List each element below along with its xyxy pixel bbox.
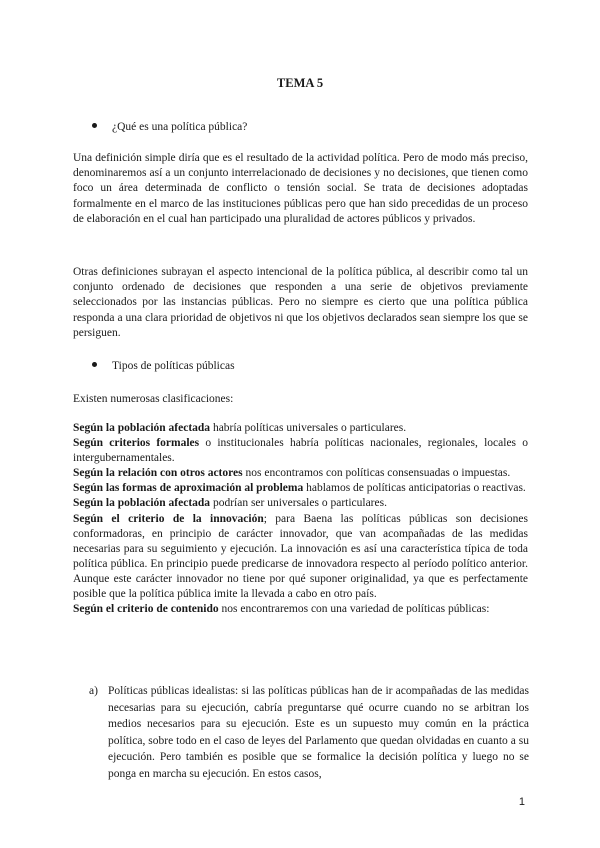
classification-text: habría políticas universales o particulares. [210, 422, 407, 434]
classification-criterion: Según criterios formales [73, 437, 200, 450]
classification-item [73, 481, 528, 496]
classification-criterion: Según el criterio de la innovación [73, 512, 264, 525]
classification-text: ; para Baena las políticas públicas son decisiones conformadoras, en principio de carácter innovador, que van acompañadas de las medidas necesarias para su seguimiento y ejecución. La innovación es así una característica típica de toda política pública. En principio puede predicarse de innovadora respecto al período político anterior. Aunque este carácter innovador no tiene por qué suponer originalidad, ya que es perfectamente posible que la política pública imite la llevada a cabo en otro país. [73, 512, 528, 601]
classification-item [73, 602, 528, 617]
classification-criterion: Según el criterio de contenido [73, 603, 219, 616]
list-item-a-text: Políticas públicas idealistas: si las políticas públicas han de ir acompañadas de las medidas necesarias para su ejecución, cabría preguntarse qué ocurre cuando no se arbitran los medios necesarios para su ejecución. Este es un supuesto muy común en la práctica política, sobre todo en el caso de leyes del Parlamento que quedan olvidadas en cuanto a su ejecución. Pero también es posible que se formalice la decisión política y luego no se ponga en marcha su ejecución. En estos casos, [108, 685, 529, 780]
classification-criterion: Según la relación con otros actores [73, 467, 243, 480]
classification-criterion: Según la población afectada [73, 422, 211, 434]
page-title: TEMA 5 [276, 76, 324, 90]
bullet-types [92, 360, 235, 372]
classification-list [73, 421, 528, 617]
classification-criterion: Según las formas de aproximación al problema [73, 482, 304, 495]
bullet-question [92, 121, 247, 133]
list-marker: a) [89, 685, 98, 697]
paragraph-definition: Una definición simple diría que es el resultado de la actividad política. Pero de modo más preciso, denominaremos así a un conjunto interrelacionado de decisiones y no decisiones, que tienen como foco un área determinada de conflicto o tensión social. Se trata de decisiones adoptadas formalmente en el marco de las instituciones públicas pero que han sido precedidas de un proceso de elaboración en el cual han participado una pluralidad de actores públicos y privados. [73, 152, 528, 225]
paragraph-classifications-intro: Existen numerosas clasificaciones: [73, 393, 234, 405]
classification-text: o institucionales habría políticas nacionales, regionales, locales o intergubernamentales. [73, 437, 528, 465]
classification-item [73, 421, 528, 436]
classification-item [73, 436, 528, 466]
bullet-question-text: ¿Qué es una política pública? [112, 121, 248, 133]
bullet-types-text: Tipos de políticas públicas [112, 360, 235, 372]
classification-item [73, 512, 528, 603]
paragraph-other-definitions: Otras definiciones subrayan el aspecto intencional de la política pública, al describir como tal un conjunto ordenado de decisiones que responden a una serie de objetivos previamente seleccionados por las instancias públicas. Pero no siempre es cierto que una política pública responda a una clara prioridad de objetivos ni que los objetivos declarados sean siempre los que se persiguen. [73, 266, 528, 339]
classification-text: nos encontramos con políticas consensuadas o impuestas. [242, 467, 511, 480]
classification-item [73, 496, 528, 511]
bullet-dot-icon [92, 123, 97, 128]
page-number: 1 [518, 796, 525, 808]
classification-item [73, 466, 528, 481]
classification-criterion: Según la población afectada [73, 497, 211, 510]
classification-text: hablamos de políticas anticipatorias o reactivas. [303, 482, 526, 495]
classification-text: podrían ser universales o particulares. [210, 497, 387, 510]
list-item-a [89, 683, 529, 783]
bullet-dot-icon [92, 362, 97, 367]
classification-text: nos encontraremos con una variedad de políticas públicas: [218, 603, 490, 616]
